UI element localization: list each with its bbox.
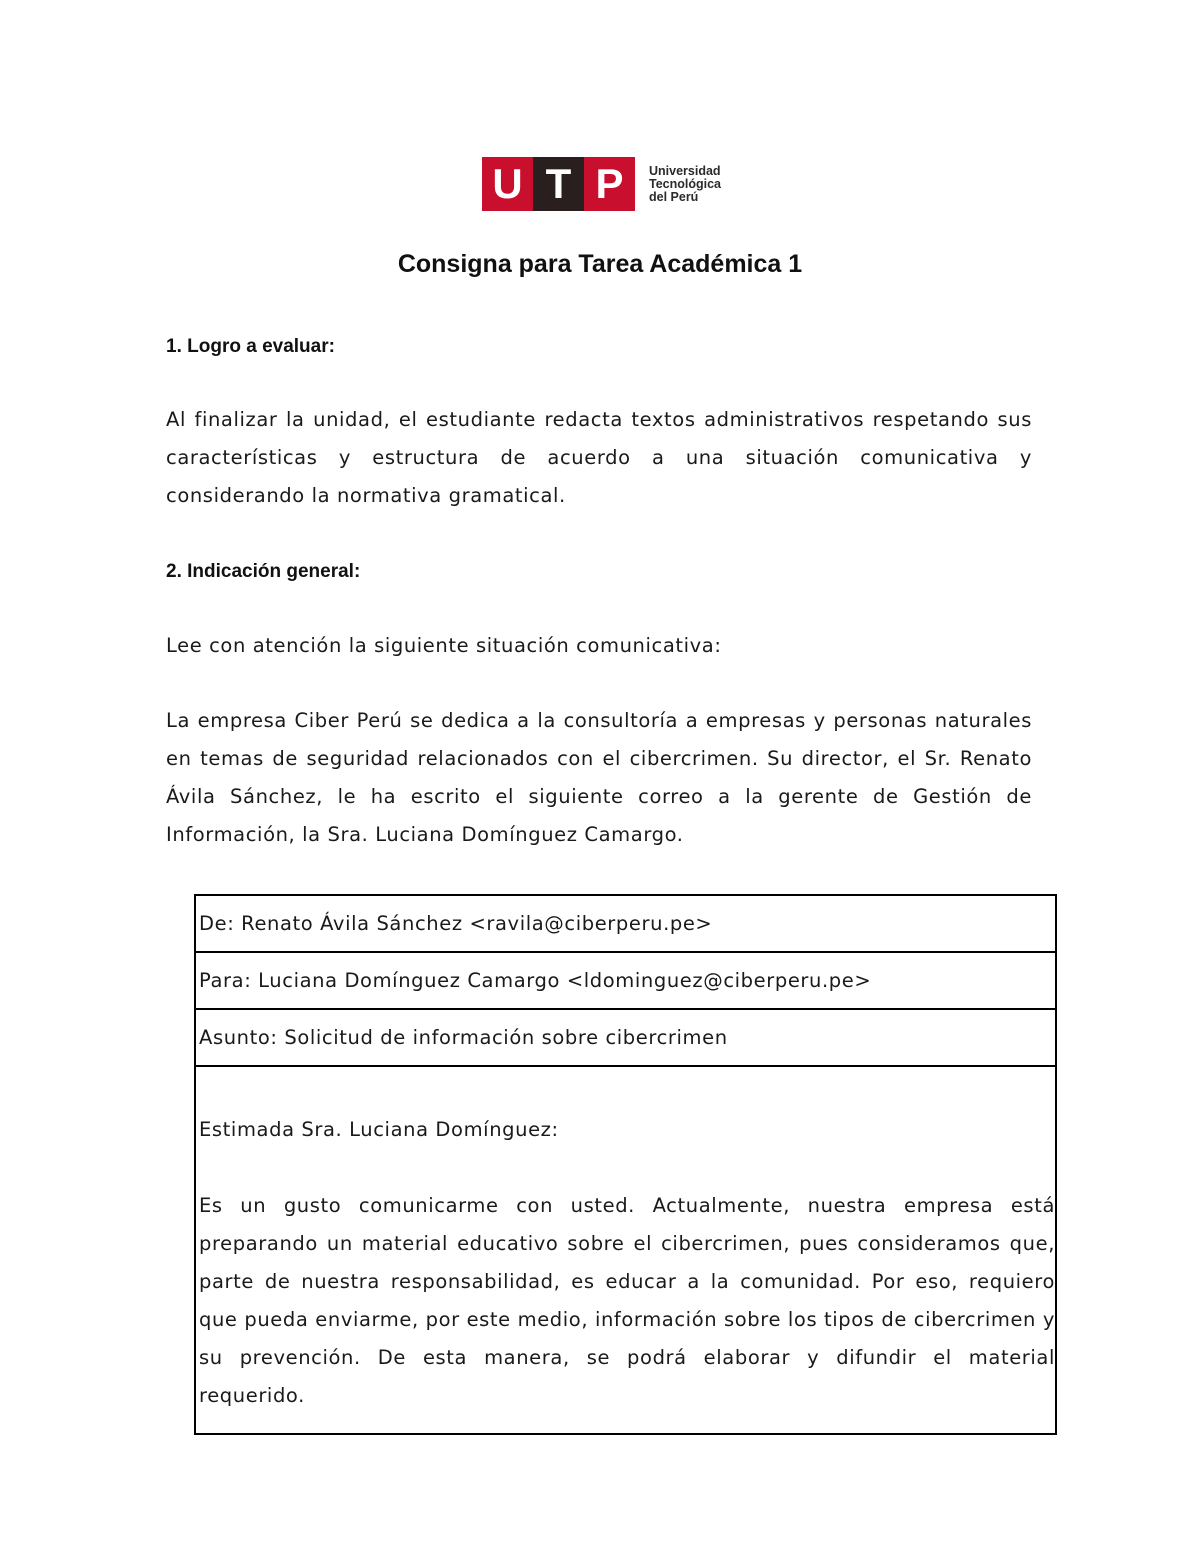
- logo-letter-u: U: [482, 157, 533, 211]
- logro-heading: 1. Logro a evaluar:: [166, 336, 335, 357]
- email-body-text: Es un gusto comunicarme con usted. Actualmente, nuestra empresa está preparando un material educativo sobre el cibercrimen, pues consideramos que, parte de nuestra responsabilidad, es educar a la comunidad. Por eso, requiero que pueda enviarme, por este medio, información sobre los tipos de cibercrimen y su prevención. De esta manera, se podrá elaborar y difundir el material requerido.: [199, 1194, 1055, 1407]
- email-greeting: Estimada Sra. Luciana Domínguez:: [199, 1118, 559, 1141]
- situacion-text: La empresa Ciber Perú se dedica a la consultoría a empresas y personas naturales en temas de seguridad relacionados con el cibercrimen. Su director, el Sr. Renato Ávila Sánchez, le ha escrito el siguiente correo a la gerente de Gestión de Información, la Sra. Luciana Domínguez Camargo.: [166, 709, 1032, 846]
- logo-line-3: del Perú: [649, 189, 699, 204]
- logo-line-2: Tecnológica: [649, 176, 722, 191]
- email-body: [196, 1067, 1055, 1433]
- email-table: [194, 894, 1057, 1435]
- utp-logo: [482, 157, 721, 211]
- indicacion-heading: 2. Indicación general:: [166, 561, 361, 582]
- logo-line-1: Universidad: [649, 163, 721, 178]
- logro-text: Al finalizar la unidad, el estudiante redacta textos administrativos respetando sus características y estructura de acuerdo a una situación comunicativa y considerando la normativa gramatical.: [166, 408, 1032, 507]
- indicacion-intro: Lee con atención la siguiente situación comunicativa:: [166, 634, 722, 657]
- email-subject: Asunto: Solicitud de información sobre cibercrimen: [196, 1010, 1055, 1067]
- email-from: De: Renato Ávila Sánchez <ravila@ciberperu.pe>: [196, 896, 1055, 953]
- email-to: Para: Luciana Domínguez Camargo <ldominguez@ciberperu.pe>: [196, 953, 1055, 1010]
- logo-letter-t: T: [533, 157, 584, 211]
- logo-letter-p: P: [584, 157, 635, 211]
- utp-logo-mark: [482, 157, 635, 211]
- page-title: Consigna para Tarea Académica 1: [397, 250, 803, 278]
- logo-wordmark: [649, 165, 721, 204]
